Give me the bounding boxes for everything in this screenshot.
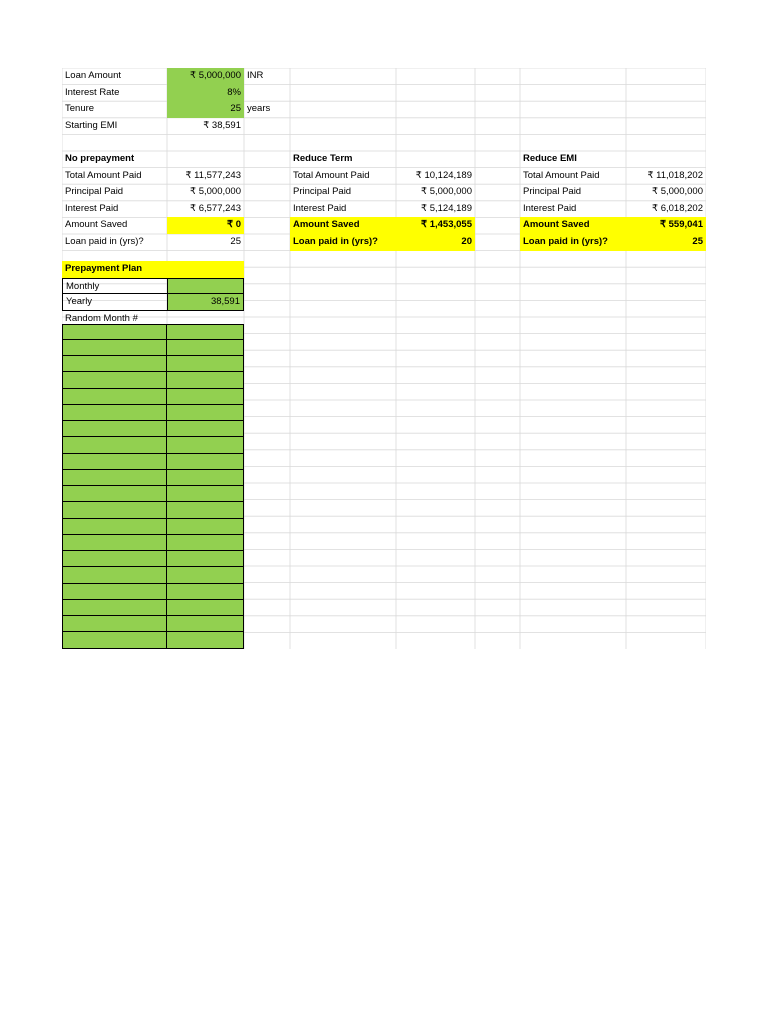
rt-saved-value: ₹ 1,453,055: [396, 217, 475, 234]
random-month-amount-cell[interactable]: [167, 356, 244, 372]
random-month-month-cell[interactable]: [62, 486, 167, 502]
random-month-amount-cell[interactable]: [167, 519, 244, 535]
reduce-term-header: Reduce Term: [293, 153, 353, 164]
random-month-month-cell[interactable]: [62, 470, 167, 486]
rt-interest-label: Interest Paid: [293, 202, 347, 214]
rt-loan-paid-value: 20: [396, 234, 475, 251]
random-month-month-cell[interactable]: [62, 616, 167, 632]
re-loan-paid-label: Loan paid in (yrs)?: [520, 234, 626, 251]
monthly-label: Monthly: [62, 278, 167, 295]
random-month-label: Random Month #: [65, 312, 138, 324]
monthly-prepayment-input[interactable]: [167, 278, 244, 295]
rt-loan-paid-label: Loan paid in (yrs)?: [290, 234, 396, 251]
rt-total-value: ₹ 10,124,189: [415, 169, 472, 181]
tenure-input[interactable]: 25: [167, 101, 244, 118]
loan-amount-input[interactable]: ₹ 5,000,000: [167, 68, 244, 85]
rt-principal-label: Principal Paid: [293, 186, 352, 198]
random-month-amount-cell[interactable]: [167, 567, 244, 583]
random-month-month-cell[interactable]: [62, 437, 167, 453]
tenure-unit: years: [247, 103, 271, 115]
random-month-amount-cell[interactable]: [167, 600, 244, 616]
random-month-amount-cell[interactable]: [167, 421, 244, 437]
np-interest-value: ₹ 6,577,243: [190, 202, 241, 214]
random-month-amount-cell[interactable]: [167, 502, 244, 518]
starting-emi-value: ₹ 38,591: [203, 119, 241, 131]
rt-total-label: Total Amount Paid: [293, 169, 370, 181]
np-saved-value: ₹ 0: [167, 217, 244, 234]
random-month-amount-cell[interactable]: [167, 389, 244, 405]
random-month-month-cell[interactable]: [62, 584, 167, 600]
np-interest-label: Interest Paid: [65, 202, 119, 214]
np-total-value: ₹ 11,577,243: [185, 169, 241, 181]
re-principal-label: Principal Paid: [523, 186, 582, 198]
re-interest-label: Interest Paid: [523, 202, 577, 214]
re-principal-value: ₹ 5,000,000: [652, 186, 703, 198]
random-month-amount-cell[interactable]: [167, 454, 244, 470]
loan-amount-unit: INR: [247, 70, 264, 81]
random-month-table: [62, 324, 244, 649]
loan-amount-label: Loan Amount: [65, 70, 121, 81]
re-interest-value: ₹ 6,018,202: [652, 202, 703, 214]
random-month-month-cell[interactable]: [62, 519, 167, 535]
np-saved-label: Amount Saved: [65, 219, 128, 231]
random-month-month-cell[interactable]: [62, 340, 167, 356]
random-month-month-cell[interactable]: [62, 324, 167, 340]
random-month-month-cell[interactable]: [62, 600, 167, 616]
interest-rate-label: Interest Rate: [65, 86, 120, 98]
random-month-month-cell[interactable]: [62, 372, 167, 388]
re-saved-value: ₹ 559,041: [626, 217, 706, 234]
no-prepayment-header: No prepayment: [65, 153, 135, 164]
random-month-month-cell[interactable]: [62, 502, 167, 518]
rt-principal-value: ₹ 5,000,000: [421, 186, 472, 198]
random-month-month-cell[interactable]: [62, 567, 167, 583]
random-month-amount-cell[interactable]: [167, 551, 244, 567]
random-month-month-cell[interactable]: [62, 454, 167, 470]
random-month-month-cell[interactable]: [62, 535, 167, 551]
prepayment-plan-header: Prepayment Plan: [62, 261, 244, 278]
tenure-label: Tenure: [65, 103, 95, 115]
yearly-label: Yearly: [62, 294, 167, 311]
random-month-amount-cell[interactable]: [167, 584, 244, 600]
np-principal-label: Principal Paid: [65, 186, 124, 198]
yearly-prepayment-input[interactable]: 38,591: [167, 294, 244, 311]
random-month-amount-cell[interactable]: [167, 486, 244, 502]
random-month-month-cell[interactable]: [62, 389, 167, 405]
random-month-amount-cell[interactable]: [167, 405, 244, 421]
random-month-amount-cell[interactable]: [167, 324, 244, 340]
random-month-month-cell[interactable]: [62, 632, 167, 648]
random-month-amount-cell[interactable]: [167, 616, 244, 632]
random-month-month-cell[interactable]: [62, 421, 167, 437]
random-month-amount-cell[interactable]: [167, 437, 244, 453]
random-month-amount-cell[interactable]: [167, 372, 244, 388]
rt-saved-label: Amount Saved: [290, 217, 396, 234]
interest-rate-input[interactable]: 8%: [167, 85, 244, 102]
re-total-label: Total Amount Paid: [523, 169, 600, 181]
re-total-value: ₹ 11,018,202: [647, 169, 703, 181]
spreadsheet: [62, 68, 706, 649]
random-month-amount-cell[interactable]: [167, 470, 244, 486]
random-month-month-cell[interactable]: [62, 551, 167, 567]
random-month-month-cell[interactable]: [62, 356, 167, 372]
np-loan-paid-value: 25: [230, 236, 241, 247]
re-saved-label: Amount Saved: [520, 217, 626, 234]
np-loan-paid-label: Loan paid in (yrs)?: [65, 236, 144, 247]
reduce-emi-header: Reduce EMI: [523, 153, 577, 164]
np-total-label: Total Amount Paid: [65, 169, 142, 181]
re-loan-paid-value: 25: [626, 234, 706, 251]
random-month-month-cell[interactable]: [62, 405, 167, 421]
rt-interest-value: ₹ 5,124,189: [421, 202, 472, 214]
np-principal-value: ₹ 5,000,000: [190, 186, 241, 198]
random-month-amount-cell[interactable]: [167, 535, 244, 551]
random-month-amount-cell[interactable]: [167, 632, 244, 648]
random-month-amount-cell[interactable]: [167, 340, 244, 356]
starting-emi-label: Starting EMI: [65, 119, 118, 131]
